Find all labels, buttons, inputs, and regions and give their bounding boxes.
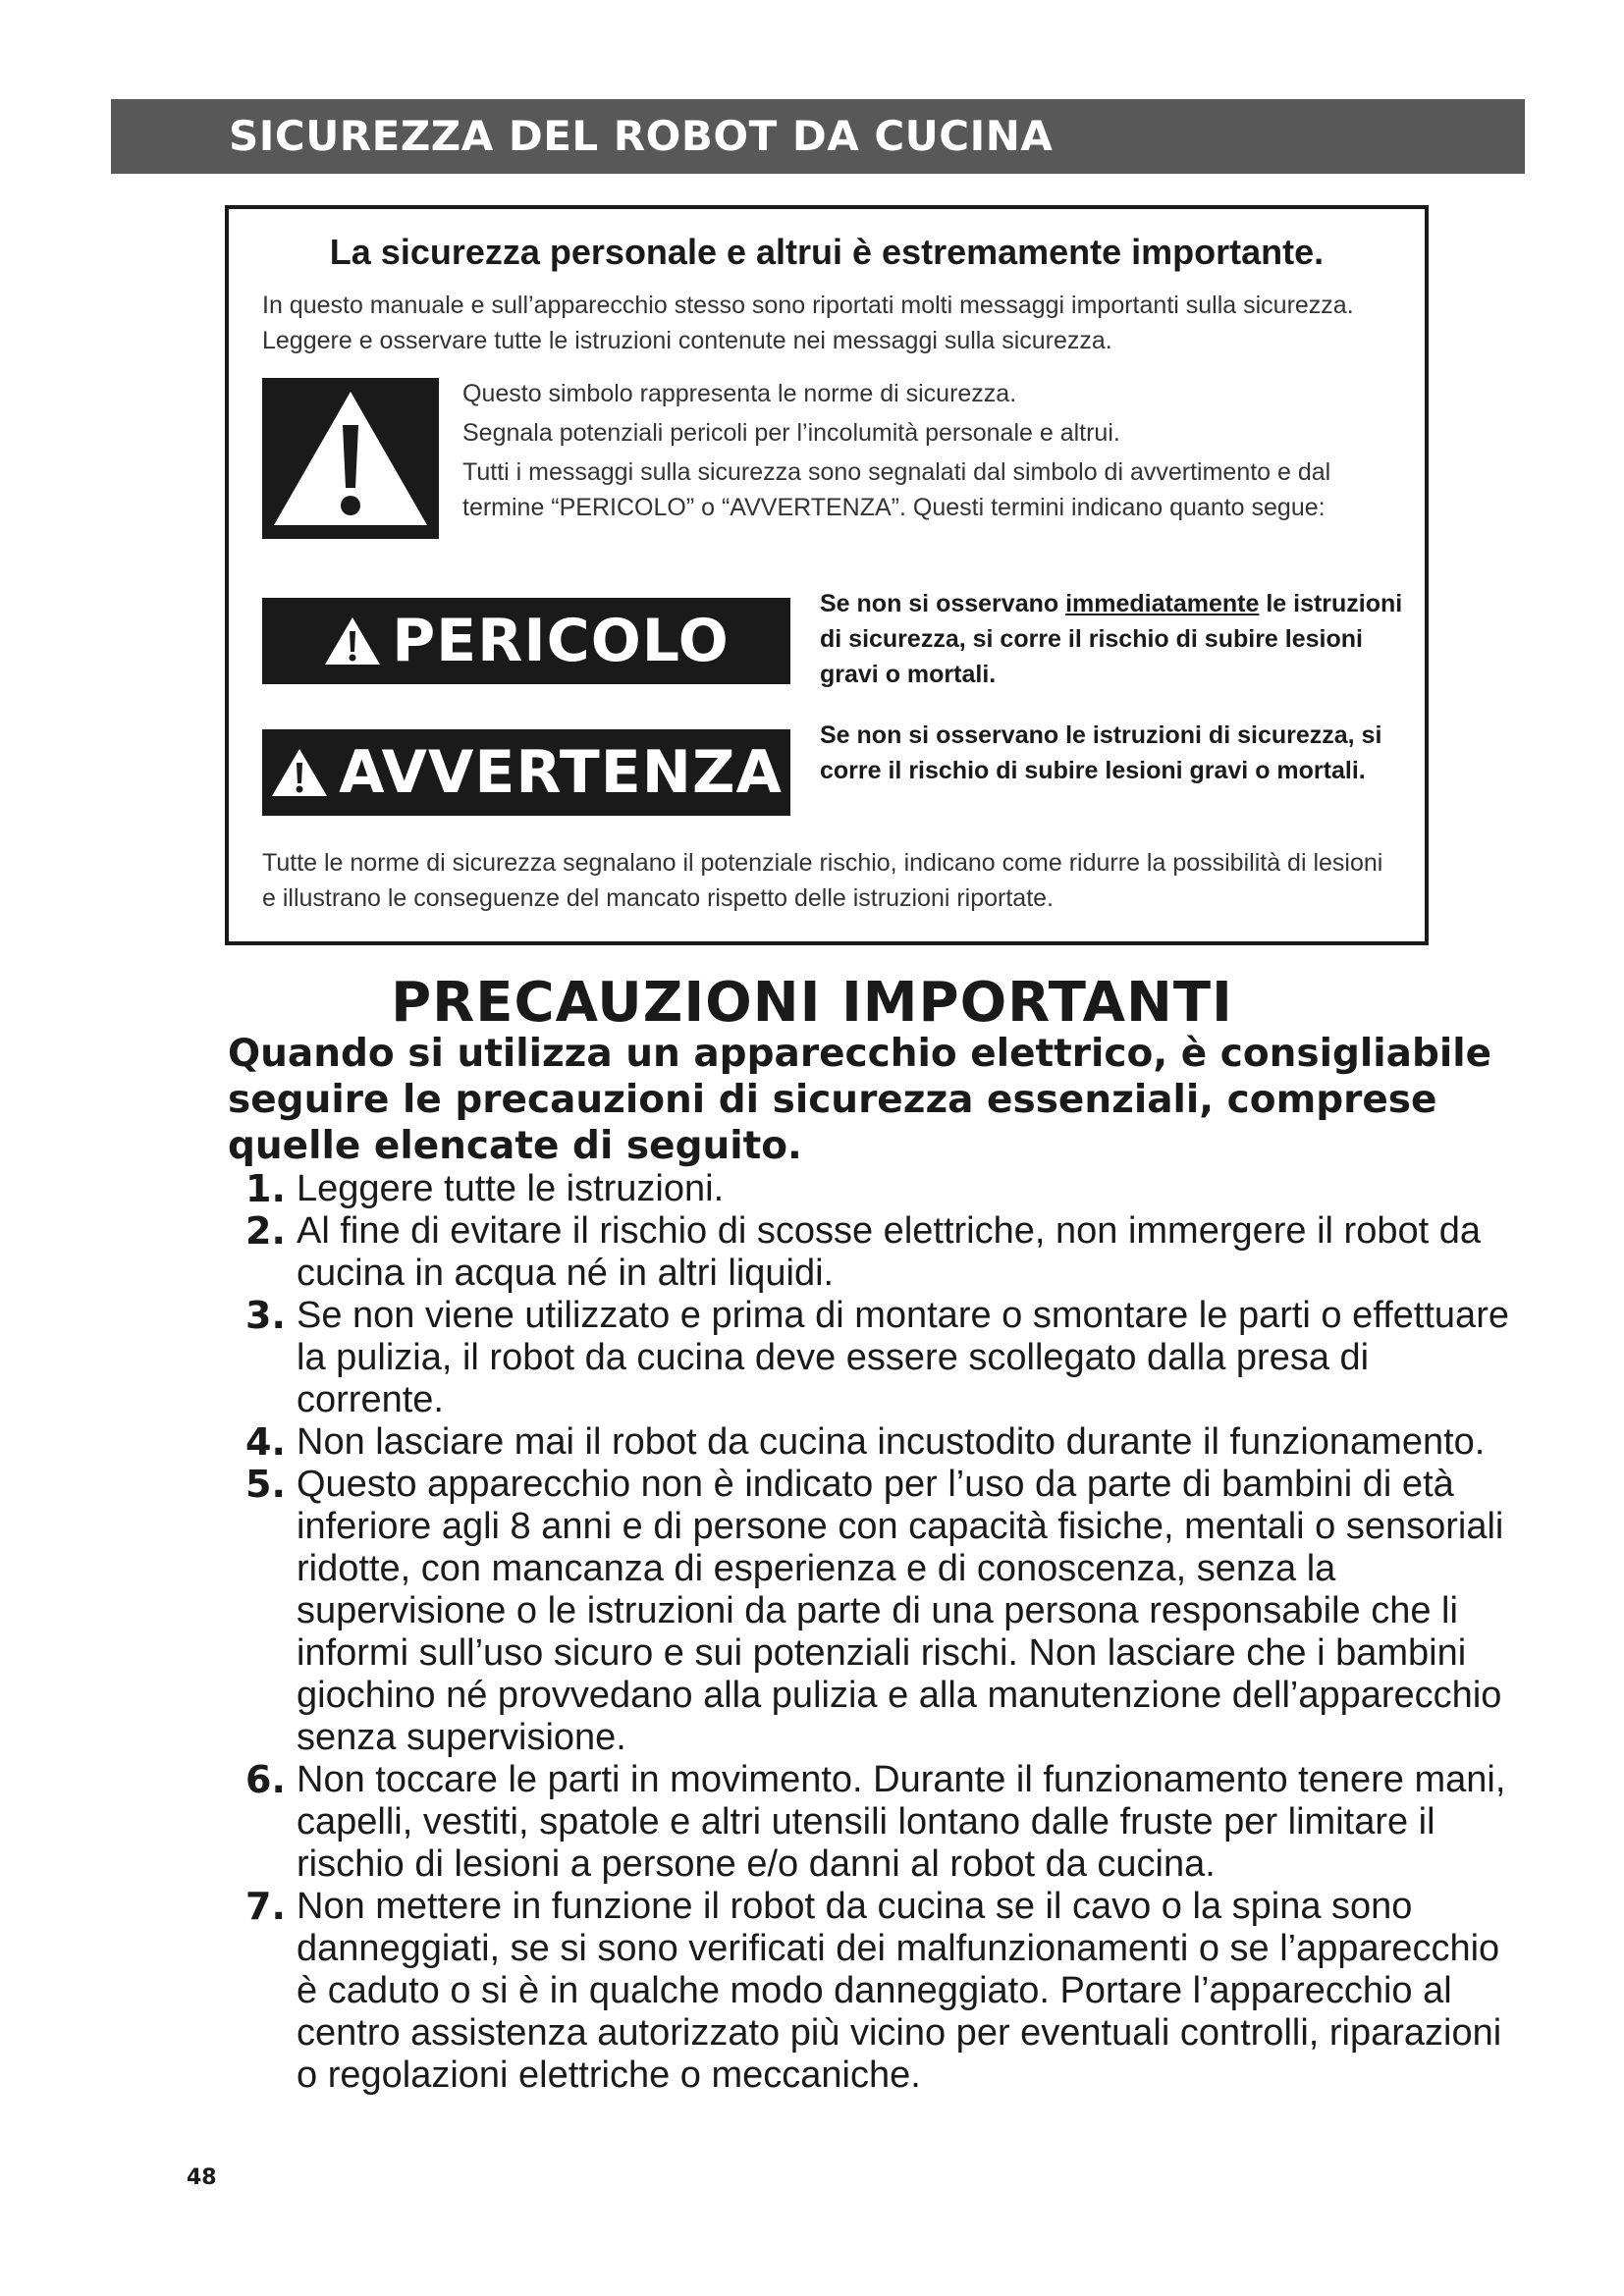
warning-signal-label bbox=[262, 729, 790, 816]
warning-label: AVVERTENZA bbox=[339, 738, 783, 807]
safety-alert-icon bbox=[262, 378, 439, 539]
symbol-line: Questo simbolo rappresenta le norme di sicurezza. bbox=[462, 380, 1017, 407]
precautions-list bbox=[245, 1168, 1512, 2097]
danger-description: Se non si osservano immediatamente le istruzioni di sicurezza, si corre il rischio di subire lesioni gravi o mortali. bbox=[820, 590, 1403, 688]
safety-headline: La sicurezza personale e altrui è estremamente importante. bbox=[329, 232, 1325, 272]
list-item: 1. Leggere tutte le istruzioni. bbox=[245, 1167, 725, 1210]
warning-triangle-icon bbox=[270, 746, 329, 799]
danger-label: PERICOLO bbox=[392, 607, 730, 675]
list-item: 7. Non mettere in funzione il robot da cucina se il cavo o la spina sono danneggiati, se si sono verificati dei malfunzionamenti o se l’apparecchio è caduto o si è in qualche modo danneggiato. Portare l’apparecchio al centro assistenza autorizzato più vicino per eventuali controlli, riparazioni o regolazioni elettriche o meccaniche. bbox=[245, 1885, 1502, 2096]
emphasis-immediately: immediatamente bbox=[1065, 590, 1260, 617]
warning-triangle-icon bbox=[323, 614, 382, 667]
symbol-line: Tutti i messaggi sulla sicurezza sono segnalati dal simbolo di avvertimento e dal termine “PERICOLO” o “AVVERTENZA”. Questi termini indicano quanto segue: bbox=[462, 458, 1331, 521]
precautions-title: PRECAUZIONI IMPORTANTI bbox=[391, 971, 1233, 1035]
list-item: 2. Al fine di evitare il rischio di scosse elettriche, non immergere il robot da cucina in acqua né in altri liquidi. bbox=[245, 1209, 1481, 1294]
danger-signal-label bbox=[262, 598, 790, 684]
safety-message-box bbox=[225, 205, 1429, 945]
list-item: 6. Non toccare le parti in movimento. Durante il funzionamento tenere mani, capelli, vestiti, spatole e altri utensili lontano dalle fruste per limitare il rischio di lesioni a persone e/o danni al robot da cucina. bbox=[245, 1758, 1506, 1885]
page-number: 48 bbox=[187, 2165, 217, 2190]
section-title: SICUREZZA DEL ROBOT DA CUCINA bbox=[229, 112, 1054, 160]
list-item: 5. Questo apparecchio non è indicato per l’uso da parte di bambini di età inferiore agli 8 anni e di persone con capacità fisiche, mentali o sensoriali ridotte, con mancanza di esperienza e di conoscenza, senza la supervisione o le istruzioni da parte di una persona responsabile che li informi sull’uso sicuro e sui potenziali rischi. Non lasciare che i bambini giochino né provvedano alla pulizia e alla manutenzione dell’apparecchio senza supervisione. bbox=[245, 1463, 1504, 1758]
safety-intro: In questo manuale e sull’apparecchio stesso sono riportati molti messaggi importanti sulla sicurezza. Leggere e osservare tutte le istruzioni contenute nei messaggi sulla sicurezza. bbox=[262, 292, 1354, 354]
list-item: 3. Se non viene utilizzato e prima di montare o smontare le parti o effettuare la pulizia, il robot da cucina deve essere scollegato dalla presa di corrente. bbox=[245, 1294, 1509, 1420]
precautions-intro: Quando si utilizza un apparecchio elettrico, è consigliabile seguire le precauzioni di sicurezza essenziali, comprese quelle elencate di seguito. bbox=[228, 1032, 1492, 1168]
list-item: 4. Non lasciare mai il robot da cucina incustodito durante il funzionamento. bbox=[245, 1420, 1486, 1464]
symbol-explanation bbox=[462, 376, 1405, 529]
section-header-bar bbox=[111, 99, 1525, 174]
symbol-line: Segnala potenziali pericoli per l’incolumità personale e altrui. bbox=[462, 419, 1120, 447]
safety-footer: Tutte le norme di sicurezza segnalano il potenziale rischio, indicano come ridurre la possibilità di lesioni e illustrano le conseguenze del mancato rispetto delle istruzioni riportate. bbox=[262, 849, 1383, 912]
warning-description: Se non si osservano le istruzioni di sicurezza, si corre il rischio di subire lesioni gravi o mortali. bbox=[820, 721, 1382, 784]
